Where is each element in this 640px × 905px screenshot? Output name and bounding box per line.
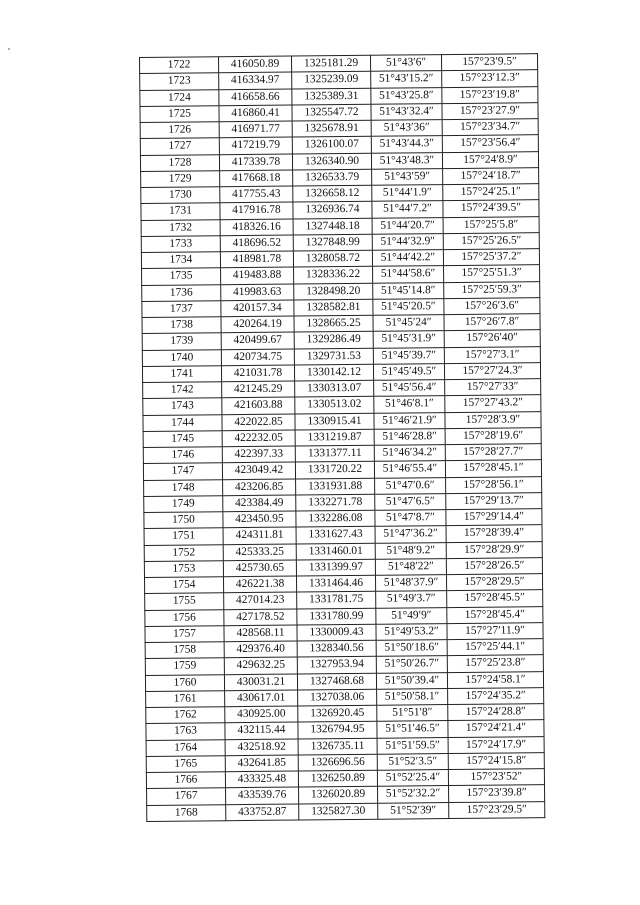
x-coordinate-cell: 417219.79 [219, 137, 292, 154]
point-number-cell: 1748 [144, 479, 223, 496]
longitude-cell: 157°28′39.4″ [446, 525, 542, 542]
y-coordinate-cell: 1328498.20 [294, 283, 373, 300]
x-coordinate-cell: 416050.89 [219, 56, 292, 73]
y-coordinate-cell: 1331627.43 [296, 527, 375, 544]
point-number-cell: 1725 [140, 105, 219, 122]
longitude-cell: 157°28′45.5″ [447, 590, 543, 607]
x-coordinate-cell: 421031.78 [221, 365, 294, 382]
y-coordinate-cell: 1330142.12 [294, 364, 373, 381]
longitude-cell: 157°28′29.5″ [446, 574, 542, 591]
y-coordinate-cell: 1326340.90 [292, 153, 371, 170]
y-coordinate-cell: 1326020.89 [299, 786, 378, 803]
x-coordinate-cell: 417668.18 [220, 170, 293, 187]
point-number-cell: 1743 [143, 398, 222, 415]
coordinates-table-body [140, 54, 545, 822]
latitude-cell: 51°44′1.9″ [372, 185, 443, 202]
latitude-cell: 51°51′46.5″ [377, 721, 448, 738]
x-coordinate-cell: 430617.01 [225, 690, 298, 707]
x-coordinate-cell: 423450.95 [223, 511, 296, 528]
latitude-cell: 51°51′8″ [377, 705, 448, 722]
x-coordinate-cell: 423384.49 [223, 495, 296, 512]
latitude-cell: 51°45′24″ [373, 315, 444, 332]
latitude-cell: 51°52′39″ [378, 802, 449, 819]
y-coordinate-cell: 1331781.75 [297, 592, 376, 609]
latitude-cell: 51°49′3.7″ [376, 591, 447, 608]
longitude-cell: 157°23′19.8″ [442, 86, 538, 103]
point-number-cell: 1724 [140, 89, 219, 106]
y-coordinate-cell: 1332271.78 [296, 494, 375, 511]
longitude-cell: 157°28′45.4″ [447, 606, 543, 623]
latitude-cell: 51°43′32.4″ [371, 103, 442, 120]
y-coordinate-cell: 1326936.74 [293, 202, 372, 219]
longitude-cell: 157°28′27.7″ [445, 444, 541, 461]
point-number-cell: 1722 [140, 57, 219, 74]
latitude-cell: 51°44′42.2″ [372, 250, 443, 267]
point-number-cell: 1755 [145, 593, 224, 610]
longitude-cell: 157°24′58.1″ [447, 671, 543, 688]
latitude-cell: 51°50′39.4″ [376, 672, 447, 689]
coordinates-table [139, 53, 545, 822]
y-coordinate-cell: 1328336.22 [294, 267, 373, 284]
x-coordinate-cell: 427014.23 [224, 592, 297, 609]
latitude-cell: 51°48′9.2″ [375, 542, 446, 559]
y-coordinate-cell: 1329731.53 [294, 348, 373, 365]
x-coordinate-cell: 417916.78 [220, 202, 293, 219]
point-number-cell: 1738 [142, 317, 221, 334]
point-number-cell: 1735 [142, 268, 221, 285]
latitude-cell: 51°45′39.7″ [373, 347, 444, 364]
x-coordinate-cell: 430925.00 [225, 706, 298, 723]
x-coordinate-cell: 422232.05 [222, 430, 295, 447]
longitude-cell: 157°25′59.3″ [444, 281, 540, 298]
y-coordinate-cell: 1331464.46 [296, 575, 375, 592]
latitude-cell: 51°46′21.9″ [374, 412, 445, 429]
longitude-cell: 157°25′37.2″ [443, 249, 539, 266]
y-coordinate-cell: 1328340.56 [297, 640, 376, 657]
y-coordinate-cell: 1328665.25 [294, 315, 373, 332]
longitude-cell: 157°28′45.1″ [445, 460, 541, 477]
point-number-cell: 1758 [145, 642, 224, 659]
y-coordinate-cell: 1331720.22 [295, 462, 374, 479]
scan-speck [8, 48, 10, 50]
x-coordinate-cell: 423206.85 [223, 479, 296, 496]
latitude-cell: 51°43′44.3″ [371, 136, 442, 153]
point-number-cell: 1761 [146, 690, 225, 707]
y-coordinate-cell: 1326794.95 [298, 721, 377, 738]
y-coordinate-cell: 1330513.02 [295, 397, 374, 414]
y-coordinate-cell: 1325239.09 [292, 72, 371, 89]
x-coordinate-cell: 419983.63 [221, 284, 294, 301]
point-number-cell: 1756 [145, 609, 224, 626]
y-coordinate-cell: 1326920.45 [298, 705, 377, 722]
y-coordinate-cell: 1325547.72 [292, 104, 371, 121]
y-coordinate-cell: 1331377.11 [295, 445, 374, 462]
longitude-cell: 157°23′56.4″ [442, 135, 538, 152]
y-coordinate-cell: 1325181.29 [291, 55, 370, 72]
y-coordinate-cell: 1327448.18 [293, 218, 372, 235]
point-number-cell: 1766 [146, 772, 225, 789]
y-coordinate-cell: 1325389.31 [292, 88, 371, 105]
point-number-cell: 1751 [144, 528, 223, 545]
x-coordinate-cell: 417339.78 [219, 154, 292, 171]
y-coordinate-cell: 1325827.30 [299, 803, 378, 820]
point-number-cell: 1741 [142, 365, 221, 382]
latitude-cell: 51°52′32.2″ [378, 786, 449, 803]
y-coordinate-cell: 1325678.91 [292, 120, 371, 137]
longitude-cell: 157°24′18.7″ [443, 167, 539, 184]
point-number-cell: 1757 [145, 625, 224, 642]
x-coordinate-cell: 420157.34 [221, 300, 294, 317]
y-coordinate-cell: 1326735.11 [298, 738, 377, 755]
longitude-cell: 157°25′5.8″ [443, 216, 539, 233]
point-number-cell: 1754 [144, 577, 223, 594]
longitude-cell: 157°25′44.1″ [447, 639, 543, 656]
latitude-cell: 51°45′14.8″ [373, 282, 444, 299]
latitude-cell: 51°46′28.8″ [374, 428, 445, 445]
y-coordinate-cell: 1331460.01 [296, 543, 375, 560]
latitude-cell: 51°50′18.6″ [376, 640, 447, 657]
latitude-cell: 51°43′59″ [372, 168, 443, 185]
latitude-cell: 51°47′0.6″ [375, 477, 446, 494]
point-number-cell: 1728 [140, 154, 219, 171]
longitude-cell: 157°24′28.8″ [448, 704, 544, 721]
point-number-cell: 1765 [146, 755, 225, 772]
x-coordinate-cell: 416971.77 [219, 121, 292, 138]
latitude-cell: 51°44′20.7″ [372, 217, 443, 234]
longitude-cell: 157°27′3.1″ [444, 346, 540, 363]
longitude-cell: 157°29′14.4″ [446, 509, 542, 526]
y-coordinate-cell: 1327468.68 [297, 673, 376, 690]
x-coordinate-cell: 430031.21 [224, 674, 297, 691]
latitude-cell: 51°46′55.4″ [374, 461, 445, 478]
latitude-cell: 51°44′32.9″ [372, 233, 443, 250]
x-coordinate-cell: 425333.25 [223, 544, 296, 561]
x-coordinate-cell: 417755.43 [220, 186, 293, 203]
x-coordinate-cell: 428568.11 [224, 625, 297, 642]
x-coordinate-cell: 420734.75 [221, 349, 294, 366]
x-coordinate-cell: 433752.87 [226, 804, 299, 821]
y-coordinate-cell: 1327848.99 [293, 234, 372, 251]
point-number-cell: 1762 [146, 707, 225, 724]
x-coordinate-cell: 421603.88 [222, 397, 295, 414]
longitude-cell: 157°25′26.5″ [443, 232, 539, 249]
y-coordinate-cell: 1330009.43 [297, 624, 376, 641]
point-number-cell: 1746 [143, 447, 222, 464]
longitude-cell: 157°28′56.1″ [446, 476, 542, 493]
latitude-cell: 51°43′6″ [370, 55, 441, 72]
x-coordinate-cell: 418981.78 [220, 251, 293, 268]
x-coordinate-cell: 429376.40 [224, 641, 297, 658]
longitude-cell: 157°28′3.9″ [445, 411, 541, 428]
point-number-cell: 1749 [144, 495, 223, 512]
point-number-cell: 1750 [144, 512, 223, 529]
x-coordinate-cell: 426221.38 [223, 576, 296, 593]
x-coordinate-cell: 420499.67 [221, 332, 294, 349]
point-number-cell: 1752 [144, 544, 223, 561]
y-coordinate-cell: 1326533.79 [293, 169, 372, 186]
longitude-cell: 157°28′19.6″ [445, 427, 541, 444]
longitude-cell: 157°29′13.7″ [446, 492, 542, 509]
latitude-cell: 51°47′36.2″ [375, 526, 446, 543]
latitude-cell: 51°52′25.4″ [377, 770, 448, 787]
point-number-cell: 1768 [147, 804, 226, 821]
point-number-cell: 1729 [141, 170, 220, 187]
y-coordinate-cell: 1330915.41 [295, 413, 374, 430]
latitude-cell: 51°43′36″ [371, 120, 442, 137]
longitude-cell: 157°24′35.2″ [448, 687, 544, 704]
x-coordinate-cell: 416658.66 [219, 89, 292, 106]
y-coordinate-cell: 1326250.89 [298, 770, 377, 787]
point-number-cell: 1753 [144, 560, 223, 577]
latitude-cell: 51°47′6.5″ [375, 493, 446, 510]
point-number-cell: 1744 [143, 414, 222, 431]
y-coordinate-cell: 1331399.97 [296, 559, 375, 576]
y-coordinate-cell: 1332286.08 [296, 510, 375, 527]
longitude-cell: 157°27′43.2″ [445, 395, 541, 412]
point-number-cell: 1767 [147, 788, 226, 805]
latitude-cell: 51°50′58.1″ [377, 688, 448, 705]
longitude-cell: 157°24′25.1″ [443, 184, 539, 201]
y-coordinate-cell: 1328582.81 [294, 299, 373, 316]
x-coordinate-cell: 420264.19 [221, 316, 294, 333]
x-coordinate-cell: 433325.48 [225, 771, 298, 788]
longitude-cell: 157°24′15.8″ [448, 752, 544, 769]
point-number-cell: 1734 [141, 252, 220, 269]
latitude-cell: 51°43′48.3″ [371, 152, 442, 169]
point-number-cell: 1732 [141, 219, 220, 236]
longitude-cell: 157°25′23.8″ [447, 655, 543, 672]
point-number-cell: 1733 [141, 235, 220, 252]
x-coordinate-cell: 419483.88 [221, 267, 294, 284]
longitude-cell: 157°24′17.9″ [448, 736, 544, 753]
point-number-cell: 1763 [146, 723, 225, 740]
longitude-cell: 157°23′52″ [448, 769, 544, 786]
latitude-cell: 51°49′53.2″ [376, 623, 447, 640]
point-number-cell: 1736 [142, 284, 221, 301]
longitude-cell: 157°25′51.3″ [444, 265, 540, 282]
y-coordinate-cell: 1327953.94 [297, 657, 376, 674]
latitude-cell: 51°46′8.1″ [374, 396, 445, 413]
x-coordinate-cell: 422397.33 [222, 446, 295, 463]
longitude-cell: 157°26′3.6″ [444, 297, 540, 314]
latitude-cell: 51°49′9″ [376, 607, 447, 624]
point-number-cell: 1745 [143, 430, 222, 447]
longitude-cell: 157°23′12.3″ [442, 70, 538, 87]
y-coordinate-cell: 1326100.07 [292, 137, 371, 154]
longitude-cell: 157°24′8.9″ [442, 151, 538, 168]
longitude-cell: 157°23′9.5″ [441, 54, 537, 71]
latitude-cell: 51°46′34.2″ [374, 445, 445, 462]
x-coordinate-cell: 432641.85 [225, 755, 298, 772]
y-coordinate-cell: 1331780.99 [297, 608, 376, 625]
x-coordinate-cell: 418696.52 [220, 235, 293, 252]
y-coordinate-cell: 1328058.72 [293, 250, 372, 267]
latitude-cell: 51°44′7.2″ [372, 201, 443, 218]
table-row [147, 801, 545, 821]
longitude-cell: 157°28′26.5″ [446, 557, 542, 574]
longitude-cell: 157°27′24.3″ [444, 362, 540, 379]
longitude-cell: 157°23′27.9″ [442, 102, 538, 119]
x-coordinate-cell: 416334.97 [219, 72, 292, 89]
latitude-cell: 51°48′37.9″ [375, 575, 446, 592]
y-coordinate-cell: 1326696.56 [298, 754, 377, 771]
point-number-cell: 1727 [140, 138, 219, 155]
latitude-cell: 51°45′20.5″ [373, 298, 444, 315]
point-number-cell: 1742 [143, 382, 222, 399]
longitude-cell: 157°26′40″ [444, 330, 540, 347]
latitude-cell: 51°47′8.7″ [375, 510, 446, 527]
point-number-cell: 1764 [146, 739, 225, 756]
latitude-cell: 51°48′22″ [375, 558, 446, 575]
longitude-cell: 157°27′33″ [445, 379, 541, 396]
x-coordinate-cell: 418326.16 [220, 219, 293, 236]
point-number-cell: 1759 [145, 658, 224, 675]
longitude-cell: 157°28′29.9″ [446, 541, 542, 558]
point-number-cell: 1747 [143, 463, 222, 480]
latitude-cell: 51°43′15.2″ [371, 71, 442, 88]
x-coordinate-cell: 416860.41 [219, 105, 292, 122]
x-coordinate-cell: 422022.85 [222, 414, 295, 431]
y-coordinate-cell: 1326658.12 [293, 185, 372, 202]
latitude-cell: 51°52′3.5″ [377, 753, 448, 770]
latitude-cell: 51°45′31.9″ [373, 331, 444, 348]
x-coordinate-cell: 421245.29 [222, 381, 295, 398]
point-number-cell: 1737 [142, 300, 221, 317]
point-number-cell: 1723 [140, 73, 219, 90]
latitude-cell: 51°51′59.5″ [377, 737, 448, 754]
x-coordinate-cell: 429632.25 [224, 657, 297, 674]
x-coordinate-cell: 433539.76 [226, 787, 299, 804]
point-number-cell: 1739 [142, 333, 221, 350]
longitude-cell: 157°23′34.7″ [442, 119, 538, 136]
x-coordinate-cell: 423049.42 [222, 462, 295, 479]
latitude-cell: 51°50′26.7″ [376, 656, 447, 673]
y-coordinate-cell: 1331219.87 [295, 429, 374, 446]
longitude-cell: 157°24′39.5″ [443, 200, 539, 217]
point-number-cell: 1740 [142, 349, 221, 366]
y-coordinate-cell: 1330313.07 [295, 380, 374, 397]
x-coordinate-cell: 432115.44 [225, 722, 298, 739]
latitude-cell: 51°45′56.4″ [374, 380, 445, 397]
longitude-cell: 157°26′7.8″ [444, 314, 540, 331]
point-number-cell: 1731 [141, 203, 220, 220]
longitude-cell: 157°24′21.4″ [448, 720, 544, 737]
latitude-cell: 51°44′58.6″ [373, 266, 444, 283]
point-number-cell: 1726 [140, 122, 219, 139]
latitude-cell: 51°45′49.5″ [373, 363, 444, 380]
longitude-cell: 157°27′11.9″ [447, 622, 543, 639]
x-coordinate-cell: 424311.81 [223, 527, 296, 544]
x-coordinate-cell: 432518.92 [225, 739, 298, 756]
latitude-cell: 51°43′25.8″ [371, 87, 442, 104]
longitude-cell: 157°23′39.8″ [449, 785, 545, 802]
point-number-cell: 1760 [145, 674, 224, 691]
y-coordinate-cell: 1331931.88 [296, 478, 375, 495]
x-coordinate-cell: 427178.52 [224, 609, 297, 626]
y-coordinate-cell: 1329286.49 [294, 332, 373, 349]
longitude-cell: 157°23′29.5″ [449, 801, 545, 818]
y-coordinate-cell: 1327038.06 [298, 689, 377, 706]
x-coordinate-cell: 425730.65 [223, 560, 296, 577]
point-number-cell: 1730 [141, 187, 220, 204]
